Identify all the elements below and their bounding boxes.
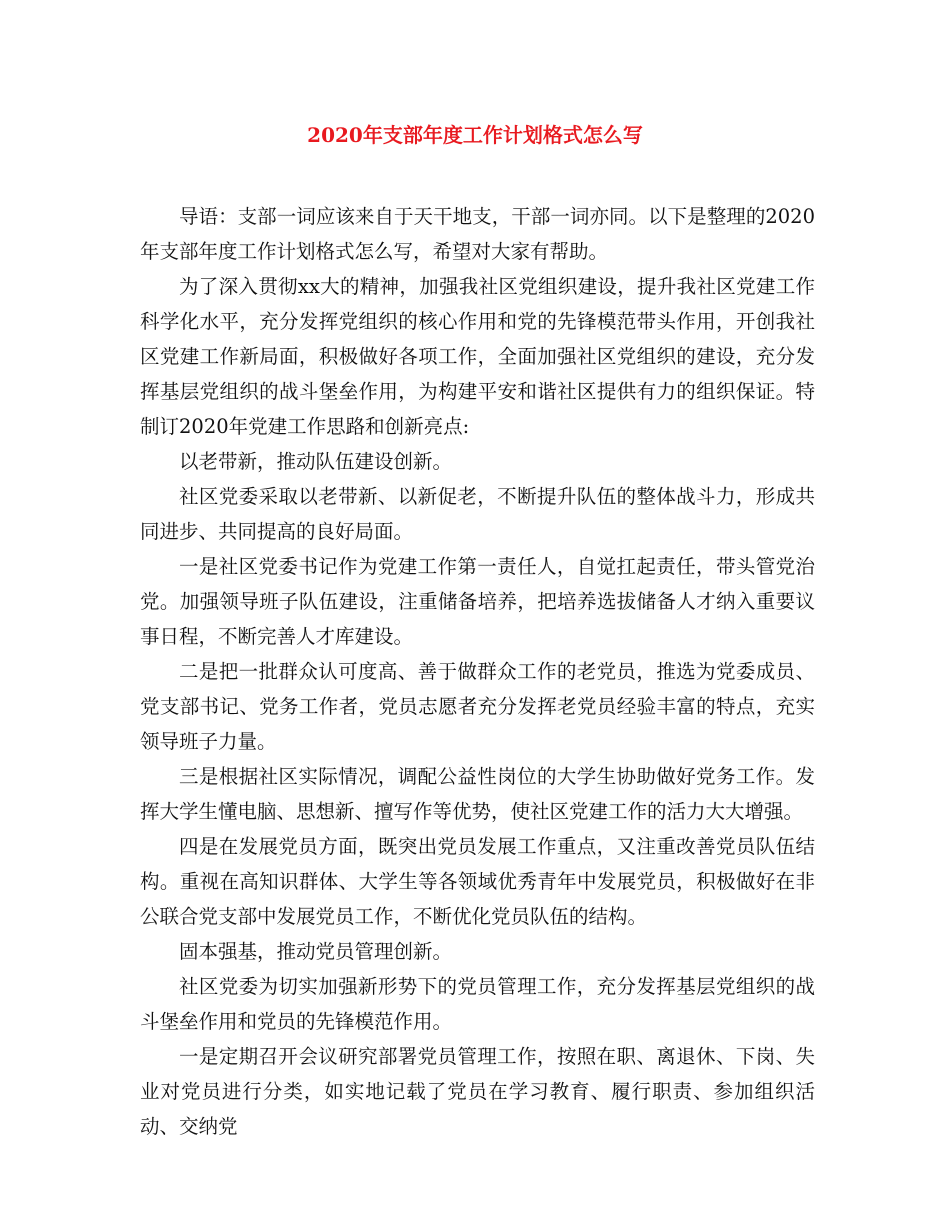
- paragraph: 二是把一批群众认可度高、善于做群众工作的老党员，推选为党委成员、党支部书记、党务工作者，党员志愿者充分发挥老党员经验丰富的特点，充实领导班子力量。: [140, 660, 815, 753]
- paragraph: 三是根据社区实际情况，调配公益性岗位的大学生协助做好党务工作。发挥大学生懂电脑、思想新、擅写作等优势，使社区党建工作的活力大大增强。: [140, 765, 815, 823]
- section-heading: 以老带新，推动队伍建设创新。: [179, 450, 453, 473]
- document-body: [140, 199, 815, 1144]
- paragraph: 一是定期召开会议研究部署党员管理工作，按照在职、离退休、下岗、失业对党员进行分类，如实地记载了党员在学习教育、履行职责、参加组织活动、交纳党: [140, 1045, 815, 1138]
- paragraph: 一是社区党委书记作为党建工作第一责任人，自觉扛起责任，带头管党治党。加强领导班子队伍建设，注重储备培养，把培养选拔储备人才纳入重要议事日程，不断完善人才库建设。: [140, 555, 815, 648]
- paragraph: 社区党委采取以老带新、以新促老，不断提升队伍的整体战斗力，形成共同进步、共同提高的良好局面。: [140, 485, 815, 543]
- document-title: 2020年支部年度工作计划格式怎么写: [307, 123, 643, 147]
- paragraph: 四是在发展党员方面，既突出党员发展工作重点，又注重改善党员队伍结构。重视在高知识群体、大学生等各领域优秀青年中发展党员，积极做好在非公联合党支部中发展党员工作，不断优化党员队伍的结构。: [140, 835, 815, 928]
- paragraph: 为了深入贯彻xx大的精神，加强我社区党组织建设，提升我社区党建工作科学化水平，充分发挥党组织的核心作用和党的先锋模范带头作用，开创我社区党建工作新局面，积极做好各项工作，全面加强社区党组织的建设，充分发挥基层党组织的战斗堡垒作用，为构建平安和谐社区提供有力的组织保证。特制订2020年党建工作思路和创新亮点:: [140, 275, 815, 438]
- paragraph: 社区党委为切实加强新形势下的党员管理工作，充分发挥基层党组织的战斗堡垒作用和党员的先锋模范作用。: [140, 975, 815, 1033]
- section-heading: 固本强基，推动党员管理创新。: [179, 940, 453, 963]
- paragraph-intro: 导语：支部一词应该来自于天干地支，干部一词亦同。以下是整理的2020年支部年度工作计划格式怎么写，希望对大家有帮助。: [140, 205, 815, 263]
